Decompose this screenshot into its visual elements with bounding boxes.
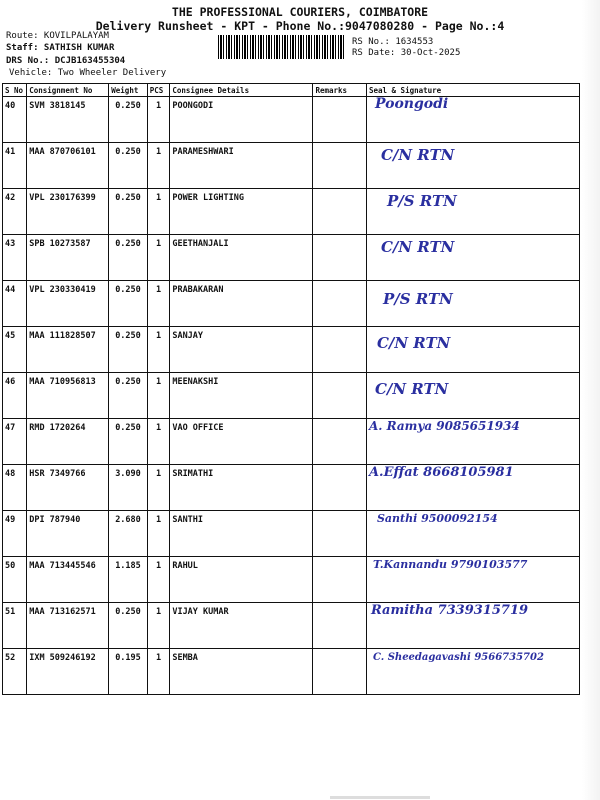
row-sno: 52 [3,649,27,695]
table-row [3,603,580,649]
scan-edge-shadow [582,0,600,800]
row-weight: 0.250 [109,603,147,649]
row-pcs: 1 [147,281,170,327]
row-weight: 1.185 [109,557,147,603]
row-remarks [313,557,367,603]
row-remarks [313,97,367,143]
row-consignee: PARAMESHWARI [170,143,313,189]
col-remarks: Remarks [313,84,367,97]
table-row [3,281,580,327]
row-weight: 0.250 [109,419,147,465]
table-row [3,465,580,511]
row-sno: 51 [3,603,27,649]
row-consignee: SANJAY [170,327,313,373]
col-consignee: Consignee Details [170,84,313,97]
handwritten-signature: C/N RTN [380,238,455,256]
row-pcs: 1 [147,649,170,695]
row-signature [366,235,579,281]
table-header-row [3,84,580,97]
row-consignee: VAO OFFICE [170,419,313,465]
row-consignee: MEENAKSHI [170,373,313,419]
company-title: THE PROFESSIONAL COURIERS, COIMBATORE [171,5,429,19]
row-signature [366,189,579,235]
table-row [3,235,580,281]
row-weight: 0.250 [109,327,147,373]
row-remarks [313,373,367,419]
row-weight: 0.250 [109,281,147,327]
row-remarks [313,327,367,373]
route-label: Route: KOVILPALAYAM [6,31,109,41]
runsheet-subtitle: Delivery Runsheet - KPT - Phone No.:9047080280 - Page No.:4 [95,19,505,33]
rs-number: RS No.: 1634553 [352,37,434,47]
row-signature [366,511,579,557]
row-signature [366,281,579,327]
row-signature [366,419,579,465]
row-consignment: DPI 787940 [27,511,109,557]
row-signature [366,465,579,511]
row-sno: 42 [3,189,27,235]
row-sno: 40 [3,97,27,143]
handwritten-signature: C/N RTN [380,146,455,164]
row-sno: 48 [3,465,27,511]
row-weight: 0.250 [109,143,147,189]
handwritten-signature: Ramitha 7339315719 [370,603,529,618]
row-consignee: SANTHI [170,511,313,557]
row-weight: 0.250 [109,235,147,281]
row-sno: 46 [3,373,27,419]
row-pcs: 1 [147,373,170,419]
table-row [3,649,580,695]
row-sno: 49 [3,511,27,557]
vehicle-label: Vehicle: Two Wheeler Delivery [9,68,167,78]
col-weight: Weight [109,84,147,97]
row-consignee: POWER LIGHTING [170,189,313,235]
col-pcs: PCS [147,84,170,97]
row-consignment: VPL 230330419 [27,281,109,327]
row-weight: 0.195 [109,649,147,695]
row-signature [366,97,579,143]
table-row [3,373,580,419]
row-remarks [313,603,367,649]
row-signature [366,557,579,603]
row-sno: 43 [3,235,27,281]
row-remarks [313,143,367,189]
handwritten-signature: C. Sheedagavashi 9566735702 [372,652,544,663]
rs-date: RS Date: 30-Oct-2025 [352,48,461,58]
row-weight: 3.090 [109,465,147,511]
col-signature: Seal & Signature [366,84,579,97]
row-remarks [313,419,367,465]
row-remarks [313,649,367,695]
row-remarks [313,189,367,235]
col-consignment: Consignment No [27,84,109,97]
row-consignee: SRIMATHI [170,465,313,511]
handwritten-signature: Poongodi [374,96,449,112]
handwritten-signature: Santhi 9500092154 [376,512,498,525]
row-consignee: PRABAKARAN [170,281,313,327]
handwritten-signature: C/N RTN [374,380,449,398]
row-remarks [313,281,367,327]
col-sno: S No [3,84,27,97]
row-sno: 44 [3,281,27,327]
barcode [218,35,346,59]
row-signature [366,603,579,649]
row-consignee: POONGODI [170,97,313,143]
handwritten-signature: P/S RTN [382,290,453,308]
handwritten-signature: A.Effat 8668105981 [368,465,514,480]
row-consignment: MAA 710956813 [27,373,109,419]
table-row [3,557,580,603]
row-sno: 50 [3,557,27,603]
row-weight: 2.680 [109,511,147,557]
row-consignment: MAA 870706101 [27,143,109,189]
row-sno: 41 [3,143,27,189]
row-pcs: 1 [147,189,170,235]
row-consignment: SPB 10273587 [27,235,109,281]
row-consignment: MAA 713162571 [27,603,109,649]
row-consignee: SEMBA [170,649,313,695]
paper-crease [330,796,430,799]
row-consignment: MAA 713445546 [27,557,109,603]
row-signature [366,373,579,419]
row-remarks [313,511,367,557]
row-remarks [313,465,367,511]
drs-number: DRS No.: DCJB163455304 [6,56,126,66]
row-consignment: HSR 7349766 [27,465,109,511]
runsheet-table [2,83,580,695]
table-row [3,327,580,373]
row-signature [366,327,579,373]
row-sno: 45 [3,327,27,373]
row-signature [366,649,579,695]
handwritten-signature: C/N RTN [376,334,451,352]
row-consignment: IXM 509246192 [27,649,109,695]
table-row [3,511,580,557]
table-row [3,143,580,189]
row-consignment: VPL 230176399 [27,189,109,235]
table-row [3,189,580,235]
row-signature [366,143,579,189]
row-pcs: 1 [147,557,170,603]
row-pcs: 1 [147,465,170,511]
row-weight: 0.250 [109,189,147,235]
row-consignee: VIJAY KUMAR [170,603,313,649]
row-pcs: 1 [147,143,170,189]
table-row [3,419,580,465]
row-consignee: RAHUL [170,557,313,603]
handwritten-signature: A. Ramya 9085651934 [368,419,520,433]
row-sno: 47 [3,419,27,465]
row-pcs: 1 [147,603,170,649]
row-pcs: 1 [147,235,170,281]
row-consignee: GEETHANJALI [170,235,313,281]
row-pcs: 1 [147,97,170,143]
row-weight: 0.250 [109,97,147,143]
table-row [3,97,580,143]
row-remarks [313,235,367,281]
handwritten-signature: T.Kannandu 9790103577 [372,558,528,571]
row-pcs: 1 [147,511,170,557]
row-pcs: 1 [147,327,170,373]
row-consignment: RMD 1720264 [27,419,109,465]
staff-label: Staff: SATHISH KUMAR [6,43,115,53]
handwritten-signature: P/S RTN [386,192,457,210]
row-consignment: MAA 111828507 [27,327,109,373]
row-pcs: 1 [147,419,170,465]
row-consignment: SVM 3818145 [27,97,109,143]
row-weight: 0.250 [109,373,147,419]
